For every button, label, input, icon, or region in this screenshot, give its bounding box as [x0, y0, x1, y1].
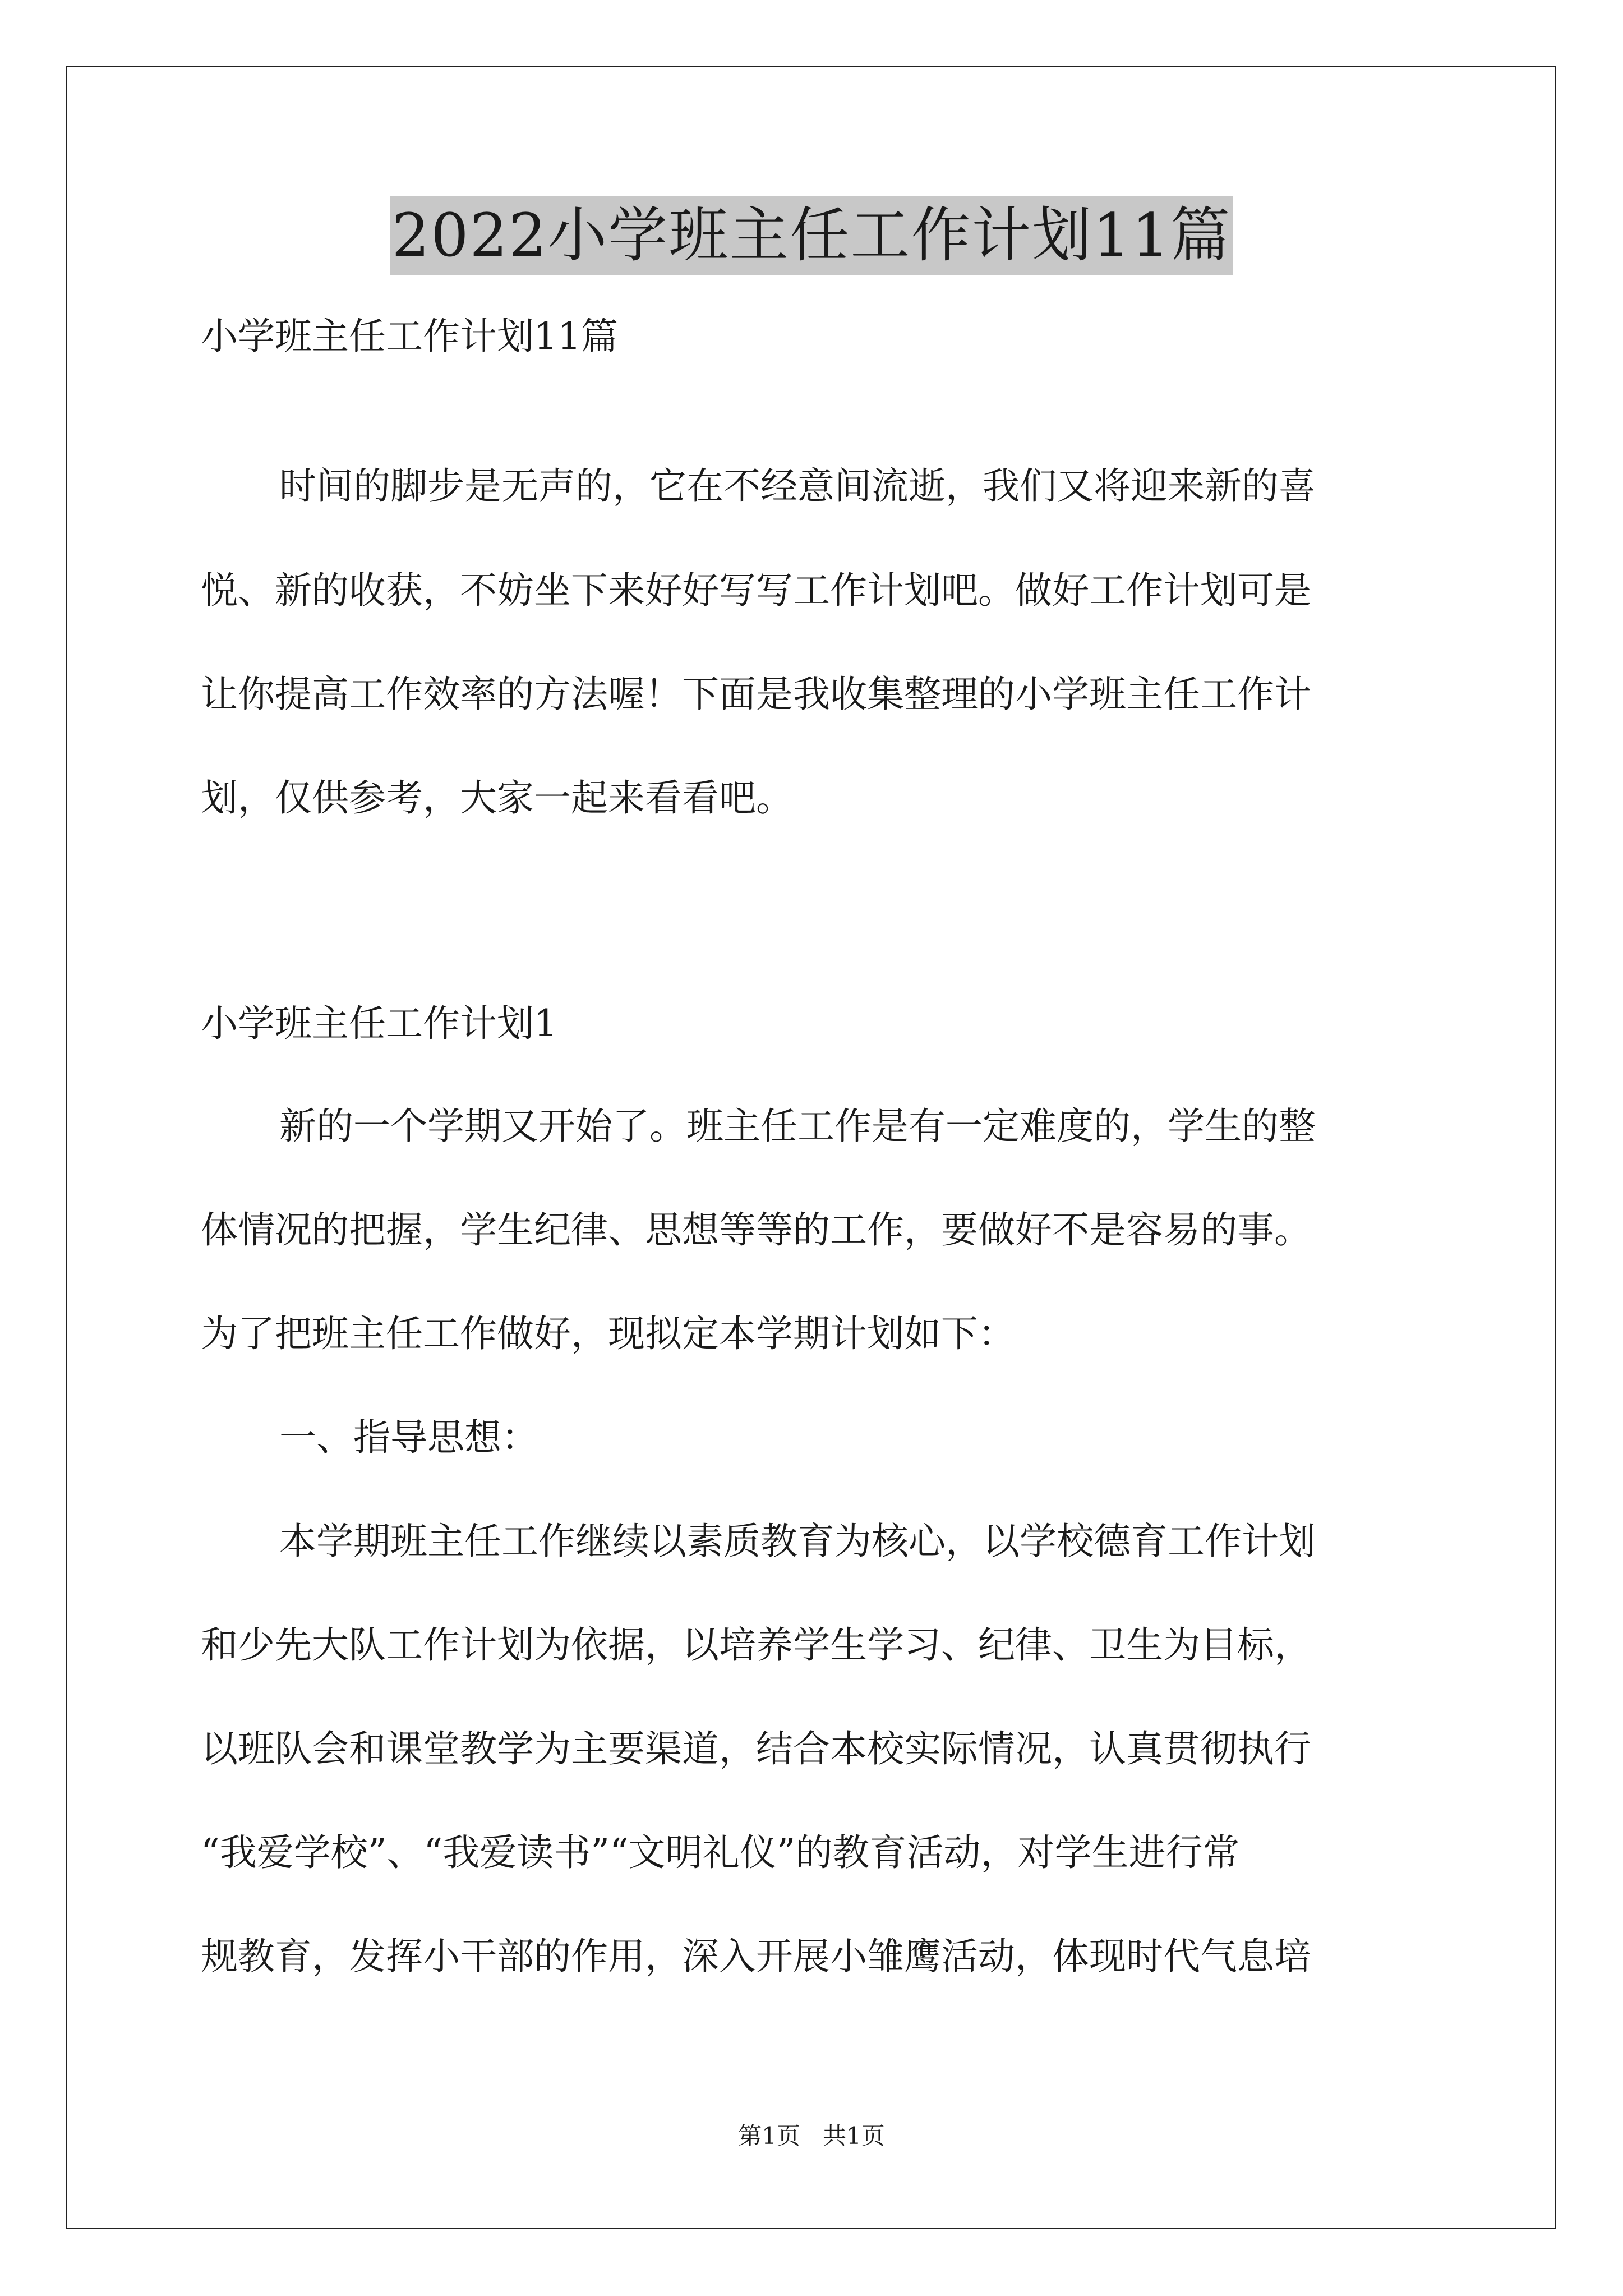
- document-title: 2022小学班主任工作计划11篇: [390, 196, 1234, 275]
- paragraph-line: 规教育，发挥小干部的作用，深入开展小雏鹰活动，体现时代气息培: [201, 1935, 1311, 1978]
- paragraph-line: 新的一个学期又开始了。班主任工作是有一定难度的，学生的整: [279, 1105, 1316, 1148]
- paragraph-line: 和少先大队工作计划为依据，以培养学生学习、纪律、卫生为目标，: [201, 1623, 1311, 1667]
- paragraph-line: “我爱学校”、“我爱读书”“文明礼仪”的教育活动，对学生进行常: [201, 1831, 1240, 1874]
- paragraph-line: 悦、新的收获，不妨坐下来好好写写工作计划吧。做好工作计划可是: [201, 569, 1311, 612]
- section-heading: 小学班主任工作计划1: [201, 1002, 557, 1045]
- page-footer: [0, 2120, 1623, 2152]
- subtitle-line: 小学班主任工作计划11篇: [201, 315, 618, 358]
- paragraph-line: 划，仅供参考，大家一起来看看吧。: [201, 776, 793, 820]
- title-container: [0, 196, 1623, 275]
- subheading-line: 一、指导思想：: [279, 1416, 538, 1459]
- paragraph-line: 本学期班主任工作继续以素质教育为核心，以学校德育工作计划: [279, 1520, 1316, 1563]
- paragraph-line: 让你提高工作效率的方法喔！下面是我收集整理的小学班主任工作计: [201, 673, 1311, 716]
- paragraph-line: 以班队会和课堂教学为主要渠道，结合本校实际情况，认真贯彻执行: [201, 1727, 1311, 1770]
- page-number: 第1页 共1页: [738, 2122, 885, 2150]
- paragraph-line: 时间的脚步是无声的，它在不经意间流逝，我们又将迎来新的喜: [279, 464, 1316, 508]
- paragraph-line: 体情况的把握，学生纪律、思想等等的工作，要做好不是容易的事。: [201, 1208, 1311, 1251]
- paragraph-line: 为了把班主任工作做好，现拟定本学期计划如下：: [201, 1312, 1015, 1355]
